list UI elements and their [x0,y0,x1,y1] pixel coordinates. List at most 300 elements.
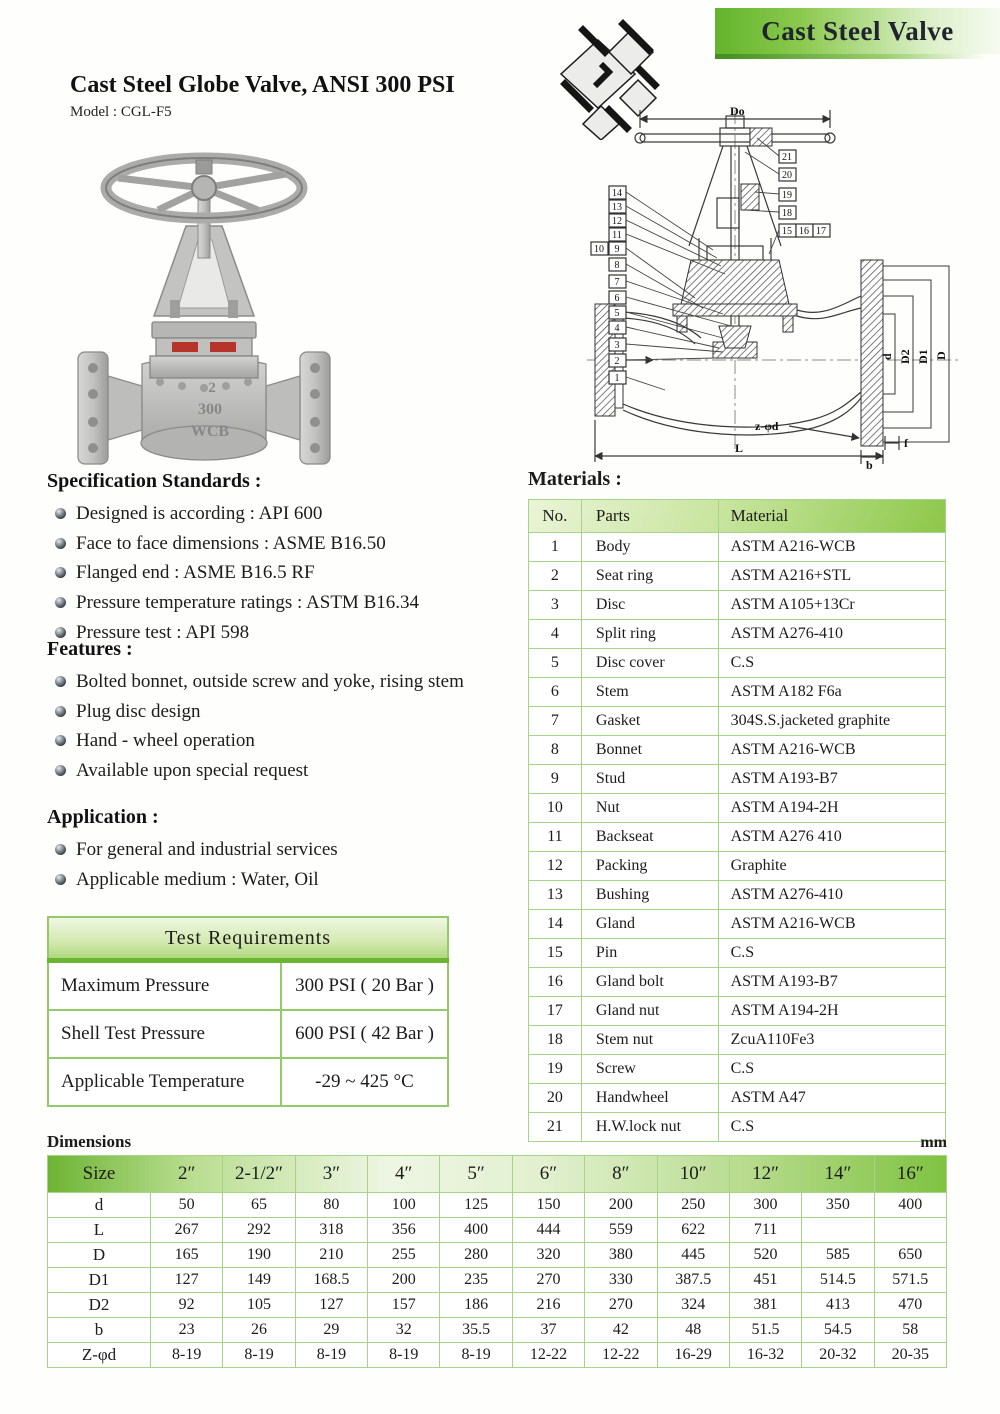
row-value: 300 PSI ( 20 Bar ) [281,961,448,1011]
cell: ASTM A105+13Cr [718,591,945,620]
cell: 32 [368,1318,440,1343]
specification-list [47,501,479,645]
list-item [55,837,479,863]
svg-text:D2: D2 [898,349,912,364]
cell: 200 [368,1268,440,1293]
list-item-text: Applicable medium : Water, Oil [76,868,319,890]
cell: 280 [440,1243,512,1268]
column-header: No. [529,500,582,533]
cell: Pin [581,939,718,968]
test-requirements-table [47,916,449,1107]
valve-stem [198,200,210,258]
cell: 65 [223,1193,295,1218]
cell: 8-19 [223,1343,295,1368]
cell: 165 [151,1243,223,1268]
cell: 168.5 [295,1268,367,1293]
cell: 381 [729,1293,801,1318]
callout [755,188,796,201]
cell: ASTM A276-410 [718,620,945,649]
cell: 330 [585,1268,657,1293]
table-row [529,881,946,910]
list-item-text: Pressure temperature ratings : ASTM B16.34 [76,591,420,613]
cell: Bushing [581,881,718,910]
cell: 9 [529,765,582,794]
column-header: 14″ [802,1156,874,1193]
page-banner [715,8,1000,54]
cell: 413 [802,1293,874,1318]
table-row [529,910,946,939]
cell: 444 [512,1218,584,1243]
table-row [529,736,946,765]
row-label: Shell Test Pressure [48,1010,281,1058]
cell: 267 [151,1218,223,1243]
section-application [47,806,479,896]
cell: 324 [657,1293,729,1318]
cell: ZcuA110Fe3 [718,1026,945,1055]
cell: 356 [368,1218,440,1243]
cell: C.S [718,649,945,678]
svg-text:2: 2 [208,380,216,396]
list-item-text: Pressure test : API 598 [76,621,250,643]
cell: Gland bolt [581,968,718,997]
cell: ASTM A276-410 [718,881,945,910]
cell: 8-19 [440,1343,512,1368]
sphere-bullet-icon [55,597,66,608]
table-row [529,939,946,968]
cell: 210 [295,1243,367,1268]
column-header: 3″ [295,1156,367,1193]
table-row [48,1243,947,1268]
materials-table [528,499,946,1142]
cell: 255 [368,1243,440,1268]
cell: 105 [223,1293,295,1318]
cell: 8 [529,736,582,765]
cell: 26 [223,1318,295,1343]
list-item [55,590,479,616]
list-item [55,867,479,893]
cell: 711 [729,1218,801,1243]
cell: 92 [151,1293,223,1318]
table-row [529,852,946,881]
banner-title: Cast Steel Valve [761,15,954,46]
svg-text:1: 1 [614,373,620,384]
cell: 18 [529,1026,582,1055]
section-heading: Features : [47,638,133,660]
cell: 125 [440,1193,512,1218]
cell: 250 [657,1193,729,1218]
svg-text:D: D [934,351,948,360]
svg-text:19: 19 [782,190,792,201]
list-item [55,728,479,754]
table-row [529,533,946,562]
cell: ASTM A216-WCB [718,736,945,765]
cell: 29 [295,1318,367,1343]
svg-text:3: 3 [614,340,620,351]
cell: 16 [529,968,582,997]
cell: 2 [529,562,582,591]
cell: Graphite [718,852,945,881]
unit-label: mm [920,1134,947,1151]
cell: 3 [529,591,582,620]
table-row [529,591,946,620]
table-row [529,997,946,1026]
cell: 157 [368,1293,440,1318]
table-row [48,961,448,1011]
cell: Disc cover [581,649,718,678]
cell: 304S.S.jacketed graphite [718,707,945,736]
svg-text:13: 13 [612,202,622,213]
sphere-bullet-icon [55,735,66,746]
cell: 520 [729,1243,801,1268]
cell: Backseat [581,823,718,852]
cell: 235 [440,1268,512,1293]
sphere-bullet-icon [55,844,66,855]
cell: D1 [48,1268,151,1293]
sphere-bullet-icon [55,567,66,578]
callout [796,224,813,237]
cell: 21 [529,1113,582,1142]
cell: Gasket [581,707,718,736]
cell: 12-22 [585,1343,657,1368]
cell: 23 [151,1318,223,1343]
svg-text:D1: D1 [916,349,930,364]
table-row [529,1084,946,1113]
cell: Stem [581,678,718,707]
cell: 559 [585,1218,657,1243]
cell: 585 [802,1243,874,1268]
cell [874,1218,946,1243]
cell: Stem nut [581,1026,718,1055]
cell: Packing [581,852,718,881]
cell: ASTM A194-2H [718,794,945,823]
cell: H.W.lock nut [581,1113,718,1142]
cell: D2 [48,1293,151,1318]
cell: 150 [512,1193,584,1218]
svg-text:WCB: WCB [190,423,230,440]
column-header: 16″ [874,1156,946,1193]
column-header: 12″ [729,1156,801,1193]
valve-photo [72,130,337,465]
svg-text:6: 6 [614,293,620,304]
list-item-text: Designed is according : API 600 [76,503,323,524]
cell: 16-29 [657,1343,729,1368]
cell: 48 [657,1318,729,1343]
cell: 4 [529,620,582,649]
cell: b [48,1318,151,1343]
cell: 571.5 [874,1268,946,1293]
cell: 350 [802,1193,874,1218]
valve-cross-section-drawing [573,98,995,470]
cell: 127 [151,1268,223,1293]
cell: 6 [529,678,582,707]
cell: d [48,1193,151,1218]
cell: ASTM A194-2H [718,997,945,1026]
cell: C.S [718,1055,945,1084]
cell: 270 [512,1268,584,1293]
cell: 292 [223,1218,295,1243]
sphere-bullet-icon [55,538,66,549]
cell: 300 [729,1193,801,1218]
cell: Stud [581,765,718,794]
list-item [55,758,479,784]
row-value: 600 PSI ( 42 Bar ) [281,1010,448,1058]
svg-text:300: 300 [198,401,222,418]
section-heading: Specification Standards : [47,470,262,492]
cell: 514.5 [802,1268,874,1293]
cell: ASTM A216+STL [718,562,945,591]
cell: 42 [585,1318,657,1343]
column-header: 10″ [657,1156,729,1193]
sphere-bullet-icon [55,706,66,717]
table-row [48,1343,947,1368]
svg-text:14: 14 [612,188,622,199]
cell: 320 [512,1243,584,1268]
list-item-text: Hand - wheel operation [76,730,255,752]
section-materials [528,468,946,1142]
cell: 80 [295,1193,367,1218]
cell: 51.5 [729,1318,801,1343]
svg-text:9: 9 [614,244,620,255]
cell: ASTM A47 [718,1084,945,1113]
svg-text:11: 11 [612,230,622,241]
cell: 186 [440,1293,512,1318]
cell: 1 [529,533,582,562]
cell: 19 [529,1055,582,1084]
drawing-bonnet-body [595,260,883,446]
cell: 14 [529,910,582,939]
cell: 216 [512,1293,584,1318]
svg-text:15: 15 [782,226,792,237]
cell: 650 [874,1243,946,1268]
table-row [529,765,946,794]
row-value: -29 ~ 425 °C [281,1058,448,1106]
list-item [55,699,479,725]
cell: ASTM A216-WCB [718,533,945,562]
svg-text:2: 2 [614,356,620,367]
cell: ASTM A276 410 [718,823,945,852]
table-title: Test Requirements [48,917,448,961]
table-row [48,1218,947,1243]
title-block [70,72,550,121]
sphere-bullet-icon [55,765,66,776]
cell: 10 [529,794,582,823]
dimension-diameters [880,266,949,442]
svg-text:17: 17 [816,226,826,237]
cell: Gland nut [581,997,718,1026]
cell: 470 [874,1293,946,1318]
svg-text:21: 21 [782,152,792,163]
cell: 20-35 [874,1343,946,1368]
table-row [48,1193,947,1218]
table-row [529,649,946,678]
model-label: Model : CGL-F5 [70,104,172,120]
list-item [55,669,479,695]
cell: Gland [581,910,718,939]
column-header: Material [718,500,945,533]
cell: 127 [295,1293,367,1318]
cell: C.S [718,1113,945,1142]
cell: Nut [581,794,718,823]
table-row [529,794,946,823]
list-item [55,531,479,557]
cell: 149 [223,1268,295,1293]
features-list [47,669,479,784]
cell: D [48,1243,151,1268]
svg-text:7: 7 [614,277,620,288]
cell: 12 [529,852,582,881]
sphere-bullet-icon [55,676,66,687]
cell [802,1218,874,1243]
row-label: Applicable Temperature [48,1058,281,1106]
section-heading: Application : [47,806,159,828]
cell: 200 [585,1193,657,1218]
section-specification [47,470,479,649]
cell: Body [581,533,718,562]
cell: ASTM A193-B7 [718,765,945,794]
cell: 387.5 [657,1268,729,1293]
svg-text:d: d [880,353,894,360]
cell: Z-φd [48,1343,151,1368]
svg-text:Do: Do [730,104,745,118]
cell: 11 [529,823,582,852]
table-header-row [529,500,946,533]
dimensions-table-body [48,1193,947,1368]
cell: 8-19 [368,1343,440,1368]
table-row [529,562,946,591]
table-row [48,1268,947,1293]
svg-text:f: f [904,436,908,450]
table-row [529,620,946,649]
section-features [47,638,479,788]
sphere-bullet-icon [55,508,66,519]
svg-text:10: 10 [594,244,604,255]
sphere-bullet-icon [55,874,66,885]
column-header: Size [48,1156,151,1193]
sphere-bullet-icon [55,627,66,638]
cell: 380 [585,1243,657,1268]
row-label: Maximum Pressure [48,961,281,1011]
column-header: 4″ [368,1156,440,1193]
page-title: Cast Steel Globe Valve, ANSI 300 PSI [70,72,455,98]
section-heading: Materials : [528,468,622,490]
cell: 17 [529,997,582,1026]
cell: 50 [151,1193,223,1218]
cell: 8-19 [295,1343,367,1368]
cell: 100 [368,1193,440,1218]
column-header: 2-1/2″ [223,1156,295,1193]
list-item-text: Plug disc design [76,700,201,722]
table-row [529,707,946,736]
table-row [529,678,946,707]
table-row [48,1058,448,1106]
list-item-text: For general and industrial services [76,839,338,860]
table-row [529,1055,946,1084]
cell: Split ring [581,620,718,649]
dimensions-table [47,1155,947,1368]
cell: 190 [223,1243,295,1268]
svg-text:b: b [866,458,873,470]
section-heading: Dimensions [47,1132,132,1151]
table-row [529,968,946,997]
cell: Disc [581,591,718,620]
cell: L [48,1218,151,1243]
cell: 451 [729,1268,801,1293]
cell: 37 [512,1318,584,1343]
callout [591,242,608,255]
list-item-text: Bolted bonnet, outside screw and yoke, rising stem [76,671,464,692]
svg-text:5: 5 [614,308,620,319]
cell: 445 [657,1243,729,1268]
cell: 35.5 [440,1318,512,1343]
cell: Bonnet [581,736,718,765]
svg-text:12: 12 [612,216,622,227]
table-row [48,1010,448,1058]
svg-text:18: 18 [782,208,792,219]
column-header: 2″ [151,1156,223,1193]
column-header: 6″ [512,1156,584,1193]
red-brand-mark [210,342,236,352]
cell: 20-32 [802,1343,874,1368]
cell: ASTM A182 F6a [718,678,945,707]
table-header-row [48,1156,947,1193]
cell: 318 [295,1218,367,1243]
cell: Seat ring [581,562,718,591]
column-header: Parts [581,500,718,533]
svg-text:16: 16 [799,226,809,237]
table-header-row [48,917,448,961]
cell: 58 [874,1318,946,1343]
cell: ASTM A193-B7 [718,968,945,997]
cell: Screw [581,1055,718,1084]
list-item-text: Flanged end : ASME B16.5 RF [76,562,315,584]
table-row [529,1026,946,1055]
cell: 622 [657,1218,729,1243]
svg-text:20: 20 [782,170,792,181]
cell: 20 [529,1084,582,1113]
table-row [48,1318,947,1343]
svg-text:z-φd: z-φd [755,419,779,433]
red-brand-mark [172,342,198,352]
cell: 270 [585,1293,657,1318]
cell: Handwheel [581,1084,718,1113]
list-item [55,501,479,527]
materials-table-body [529,533,946,1142]
list-item-text: Face to face dimensions : ASME B16.50 [76,532,386,554]
cell: 8-19 [151,1343,223,1368]
svg-text:4: 4 [614,323,620,334]
cell: 12-22 [512,1343,584,1368]
application-list [47,837,479,892]
table-row [529,823,946,852]
svg-text:8: 8 [614,260,620,271]
callout [813,224,830,237]
cell: 16-32 [729,1343,801,1368]
cell: 54.5 [802,1318,874,1343]
cell: 15 [529,939,582,968]
cell: 7 [529,707,582,736]
table-row [48,1293,947,1318]
list-item [55,560,479,586]
list-item-text: Available upon special request [76,759,309,781]
callout [769,224,796,254]
column-header: 8″ [585,1156,657,1193]
svg-text:L: L [735,441,744,455]
cell: 400 [440,1218,512,1243]
cell: C.S [718,939,945,968]
cell: 5 [529,649,582,678]
cell: 400 [874,1193,946,1218]
dimensions-header-bar [47,1132,947,1152]
